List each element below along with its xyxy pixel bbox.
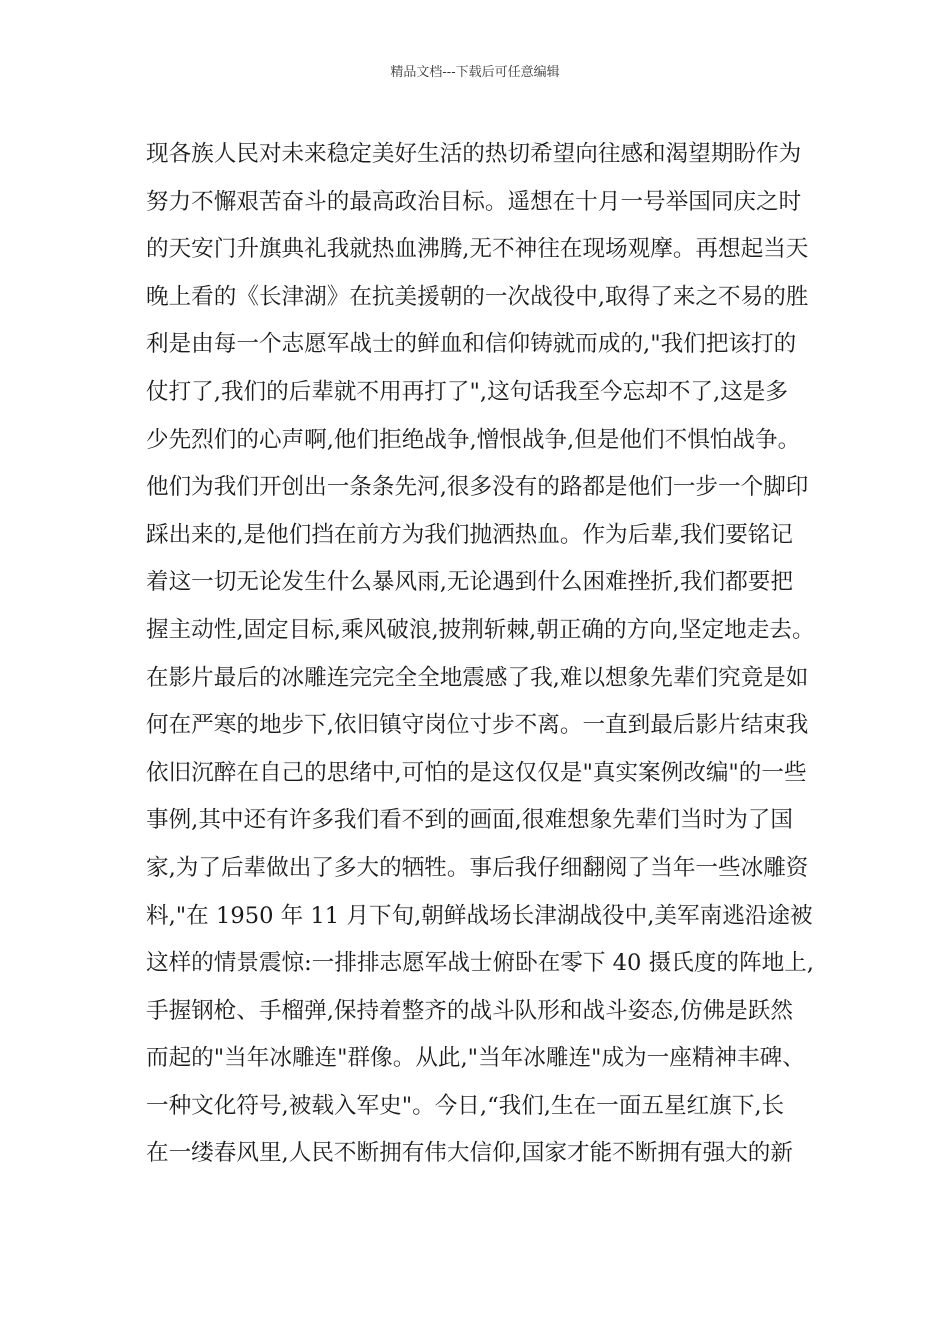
page-header: 精品文档---下载后可任意编辑 xyxy=(390,65,560,80)
text-line: 踩出来的,是他们挡在前方为我们抛洒热血。作为后辈,我们要铭记 xyxy=(146,521,793,548)
text-line: 而起的"当年冰雕连"群像。从此,"当年冰雕连"成为一座精神丰碑、 xyxy=(146,1045,805,1072)
text-line: 一种文化符号,被载入军史"。今日,“我们,生在一面五星红旗下,长 xyxy=(146,1092,785,1119)
text-line: 事例,其中还有许多我们看不到的画面,很难想象先辈们当时为了国 xyxy=(146,807,793,834)
text-line: 在影片最后的冰雕连完完全全地震感了我,难以想象先辈们究竟是如 xyxy=(146,664,809,691)
text-line: 少先烈们的心声啊,他们拒绝战争,憎恨战争,但是他们不惧怕战争。 xyxy=(146,426,801,453)
text-line: 料,"在 1950 年 11 月下旬,朝鲜战场长津湖战役中,美军南逃沿途被 xyxy=(146,902,813,929)
text-line: 握主动性,固定目标,乘风破浪,披荆斩棘,朝正确的方向,坚定地走去。 xyxy=(146,616,815,643)
text-line: 在一缕春风里,人民不断拥有伟大信仰,国家才能不断拥有强大的新 xyxy=(146,1140,793,1167)
text-line: 何在严寒的地步下,依旧镇守岗位寸步不离。一直到最后影片结束我 xyxy=(146,712,809,739)
text-line: 的天安门升旗典礼我就热血沸腾,无不神往在现场观摩。再想起当天 xyxy=(146,236,809,263)
text-line: 现各族人民对未来稳定美好生活的热切希望向往感和渴望期盼作为 xyxy=(146,141,802,167)
text-line: 手握钢枪、手榴弹,保持着整齐的战斗队形和战斗姿态,仿佛是跃然 xyxy=(146,997,793,1024)
text-line: 这样的情景震惊:一排排志愿军战士俯卧在零下 40 摄氏度的阵地上, xyxy=(146,950,814,977)
text-line: 晚上看的《长津湖》在抗美援朝的一次战役中,取得了来之不易的胜 xyxy=(146,283,809,310)
text-line: 着这一切无论发生什么暴风雨,无论遇到什么困难挫折,我们都要把 xyxy=(146,569,793,596)
text-line: 利是由每一个志愿军战士的鲜血和信仰铸就而成的,"我们把该打的 xyxy=(146,331,797,358)
text-line: 家,为了后辈做出了多大的牺牲。事后我仔细翻阅了当年一些冰雕资 xyxy=(146,854,809,881)
body-text xyxy=(146,131,826,1178)
text-line: 努力不懈艰苦奋斗的最高政治目标。遥想在十月一号举国同庆之时 xyxy=(146,188,802,215)
text-line: 依旧沉醉在自己的思绪中,可怕的是这仅仅是"真实案例改编"的一些 xyxy=(146,759,807,786)
text-line: 他们为我们开创出一条条先河,很多没有的路都是他们一步一个脚印 xyxy=(146,474,809,501)
text-line: 仗打了,我们的后辈就不用再打了",这句话我至今忘却不了,这是多 xyxy=(146,378,788,405)
